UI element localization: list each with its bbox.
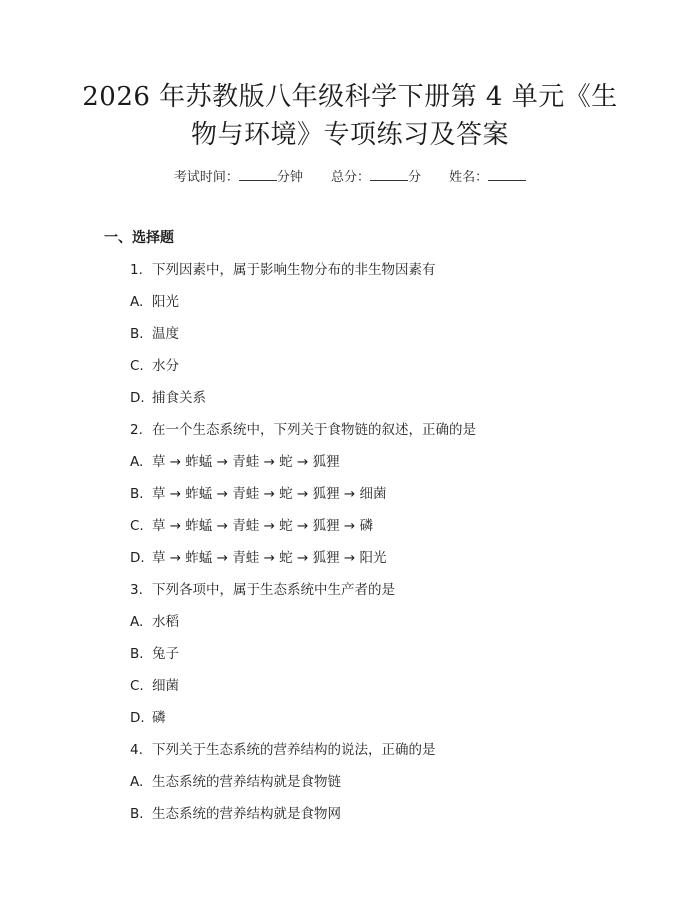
option-letter: B. — [130, 806, 144, 822]
exam-time-field — [174, 170, 307, 185]
question-2 — [130, 420, 476, 440]
option-letter: A. — [130, 294, 144, 310]
question-text: 下列因素中，属于影响生物分布的非生物因素有 — [152, 262, 436, 278]
option-text: 生态系统的营养结构就是食物网 — [152, 806, 341, 822]
exam-time-unit: 分钟 — [276, 170, 303, 185]
option-letter: A. — [130, 454, 144, 470]
question-text: 在一个生态系统中，下列关于食物链的叙述，正确的是 — [152, 422, 476, 438]
option-letter: D. — [130, 550, 145, 566]
option-letter: A. — [130, 774, 144, 790]
question-2-option-d — [130, 548, 386, 568]
question-3-option-b — [130, 644, 179, 664]
question-number: 4. — [130, 742, 143, 758]
option-letter: A. — [130, 614, 144, 630]
total-score-unit: 分 — [408, 170, 422, 185]
student-name-field — [449, 170, 526, 185]
question-3-option-d — [130, 708, 166, 728]
option-letter: C. — [130, 678, 144, 694]
total-score-blank — [370, 168, 408, 181]
option-text: 细菌 — [152, 678, 179, 694]
option-text: 磷 — [152, 710, 166, 726]
question-1-option-b — [130, 324, 179, 344]
option-letter: C. — [130, 358, 144, 374]
total-score-label: 总分： — [330, 170, 370, 185]
option-text: 草 → 蚱蜢 → 青蛙 → 蛇 → 狐狸 — [152, 454, 340, 470]
option-text: 阳光 — [152, 294, 179, 310]
exam-info-row — [0, 168, 700, 188]
option-letter: B. — [130, 646, 144, 662]
exam-time-blank — [239, 168, 277, 181]
option-text: 草 → 蚱蜢 → 青蛙 → 蛇 → 狐狸 → 磷 — [152, 518, 373, 534]
option-letter: D. — [130, 390, 145, 406]
option-text: 生态系统的营养结构就是食物链 — [152, 774, 341, 790]
question-3 — [130, 580, 395, 600]
question-text: 下列关于生态系统的营养结构的说法，正确的是 — [152, 742, 436, 758]
section-title: 一、选择题 — [104, 230, 174, 246]
question-4-option-b — [130, 804, 341, 824]
option-letter: D. — [130, 710, 145, 726]
student-name-label: 姓名： — [449, 170, 489, 185]
option-text: 温度 — [152, 326, 179, 342]
option-text: 草 → 蚱蜢 → 青蛙 → 蛇 → 狐狸 → 阳光 — [152, 550, 387, 566]
question-4-option-a — [130, 772, 341, 792]
total-score-field — [331, 170, 425, 185]
exam-time-label: 考试时间： — [173, 170, 239, 185]
option-letter: B. — [130, 486, 144, 502]
document-title: 2026 年苏教版八年级科学下册第 4 单元《生物与环境》专项练习及答案 — [82, 82, 618, 150]
question-2-option-a — [130, 452, 340, 472]
student-name-blank — [488, 168, 526, 181]
question-2-option-c — [130, 516, 373, 536]
option-text: 捕食关系 — [152, 390, 206, 406]
question-text: 下列各项中，属于生态系统中生产者的是 — [152, 582, 395, 598]
question-4 — [130, 740, 436, 760]
option-text: 水分 — [152, 358, 179, 374]
question-3-option-a — [130, 612, 179, 632]
question-number: 1. — [130, 262, 143, 278]
option-letter: B. — [130, 326, 144, 342]
question-1 — [130, 260, 436, 280]
option-letter: C. — [130, 518, 144, 534]
question-2-option-b — [130, 484, 386, 504]
question-number: 2. — [130, 422, 143, 438]
question-1-option-d — [130, 388, 206, 408]
question-number: 3. — [130, 582, 143, 598]
option-text: 水稻 — [152, 614, 179, 630]
option-text: 草 → 蚱蜢 → 青蛙 → 蛇 → 狐狸 → 细菌 — [152, 486, 387, 502]
question-1-option-c — [130, 356, 179, 376]
question-3-option-c — [130, 676, 179, 696]
option-text: 兔子 — [152, 646, 179, 662]
question-1-option-a — [130, 292, 179, 312]
